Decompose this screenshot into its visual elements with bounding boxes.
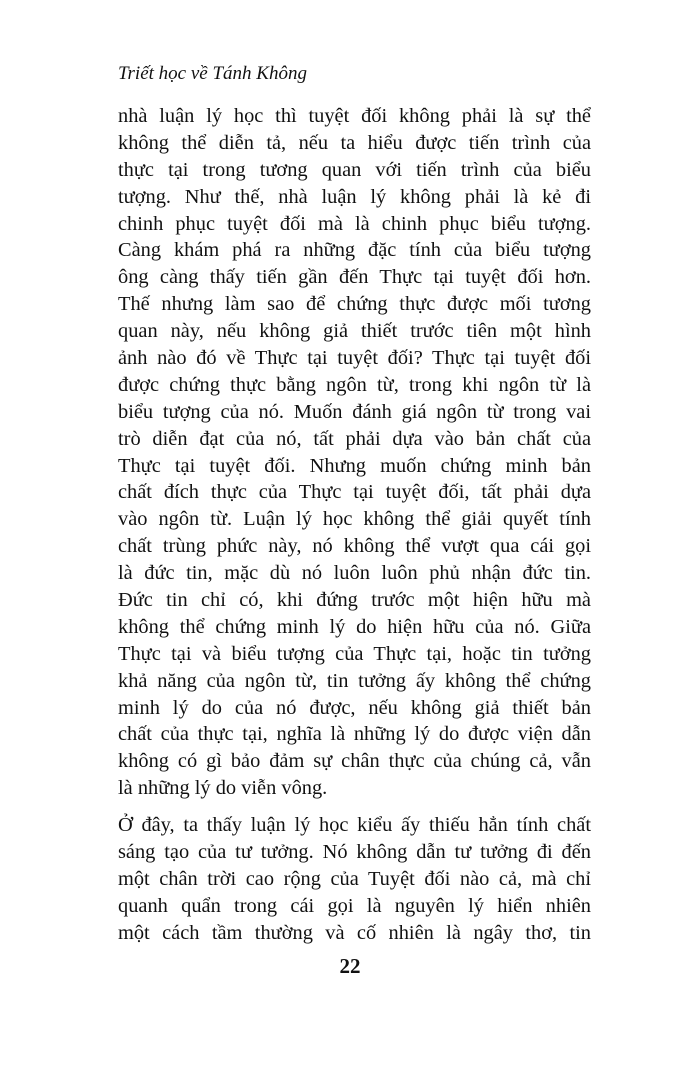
- text-line: chất của thực tại, nghĩa là những lý do được viện dẫn: [118, 723, 591, 746]
- text-line: sáng tạo của tư tưởng. Nó không dẫn tư tưởng đi đến: [118, 841, 591, 864]
- text-line: một chân trời cao rộng của Tuyệt đối nào cả, mà chỉ: [118, 867, 591, 890]
- text-line: ông càng thấy tiến gần đến Thực tại tuyệt đối hơn.: [118, 266, 591, 289]
- text-line: được chứng thực bằng ngôn từ, trong khi ngôn từ là: [118, 373, 591, 396]
- text-line: nhà luận lý học thì tuyệt đối không phải là sự thể: [118, 105, 591, 127]
- text-line: là đức tin, mặc dù nó luôn luôn phủ nhận đức tin.: [118, 562, 591, 585]
- text-line: biểu tượng của nó. Muốn đánh giá ngôn từ trong vai: [118, 400, 591, 423]
- text-line: Ở đây, ta thấy luận lý học kiểu ấy thiếu hẳn tính chất: [118, 814, 591, 837]
- text-line: trò diễn đạt của nó, tất phải dựa vào bản chất của: [118, 427, 591, 450]
- body-text: [118, 103, 591, 947]
- text-line: ảnh nào đó về Thực tại tuyệt đối? Thực tại tuyệt đối: [118, 347, 591, 370]
- text-line: thực tại trong tương quan với tiến trình của biểu: [118, 158, 591, 181]
- text-line: không thể diễn tả, nếu ta hiểu được tiến trình của: [118, 131, 591, 154]
- text-line: là những lý do viễn vông.: [118, 777, 328, 800]
- text-line: Thực tại tuyệt đối. Nhưng muốn chứng minh bản: [118, 454, 591, 477]
- text-line: không thể chứng minh lý do hiện hữu của nó. Giữa: [118, 615, 591, 638]
- paragraph: [118, 103, 591, 802]
- text-line: khả năng của ngôn từ, tin tưởng ấy không thể chứng: [118, 669, 591, 692]
- text-line: chinh phục tuyệt đối mà là chinh phục biểu tượng.: [118, 212, 591, 235]
- text-line: Thế nhưng làm sao để chứng thực được mối tương: [118, 293, 591, 316]
- text-line: Đức tin chỉ có, khi đứng trước một hiện hữu mà: [118, 589, 591, 612]
- text-line: Càng khám phá ra những đặc tính của biểu tượng: [118, 239, 591, 262]
- running-header: Triết học về Tánh Không: [118, 63, 307, 84]
- text-line: chất trùng phức này, nó không thể vượt qua cái gọi: [118, 535, 591, 558]
- page-number: 22: [339, 954, 361, 978]
- text-line: một cách tầm thường và cố nhiên là ngây thơ, tin: [118, 921, 591, 944]
- text-line: không có gì bảo đảm sự chân thực của chúng cả, vẫn: [118, 750, 591, 773]
- text-line: chất đích thực của Thực tại tuyệt đối, tất phải dựa: [118, 481, 591, 504]
- text-line: quan này, nếu không giả thiết trước tiên một hình: [118, 320, 591, 343]
- text-line: Thực tại và biểu tượng của Thực tại, hoặc tin tưởng: [118, 642, 591, 665]
- paragraph: [118, 812, 591, 946]
- text-line: tượng. Như thế, nhà luận lý không phải là kẻ đi: [118, 185, 591, 208]
- text-line: quanh quẩn trong cái gọi là nguyên lý hiển nhiên: [118, 894, 591, 917]
- text-line: vào ngôn từ. Luận lý học không thể giải quyết tính: [118, 508, 591, 531]
- text-line: minh lý do của nó được, nếu không giả thiết bản: [118, 696, 591, 719]
